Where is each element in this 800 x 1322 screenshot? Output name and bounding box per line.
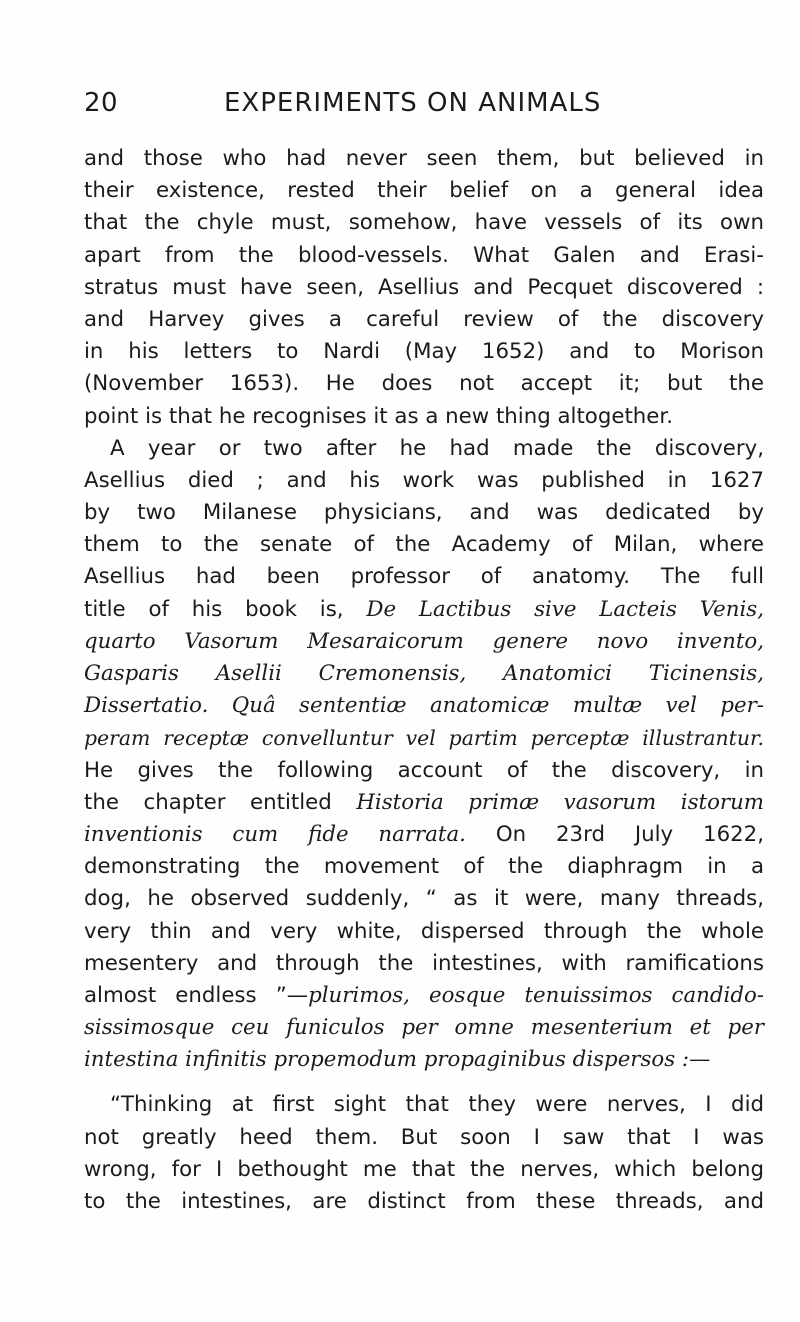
- text-line: that the chyle must, somehow, have vessels of its own: [84, 210, 764, 236]
- text-run: almost endless ”—: [84, 982, 309, 1008]
- book-title-italic: De Lactibus sive Lacteis Venis,: [366, 596, 764, 622]
- chapter-title-italic: inventionis cum fide narrata.: [84, 821, 466, 847]
- text-line-mixed: [84, 594, 764, 626]
- text-line: by two Milanese physicians, and was dedicated by: [84, 500, 764, 526]
- page-number: 20: [84, 88, 119, 118]
- text-line: demonstrating the movement of the diaphragm in a: [84, 854, 764, 880]
- text-line: their existence, rested their belief on a general idea: [84, 178, 764, 204]
- text-line: Asellius had been professor of anatomy. The full: [84, 564, 764, 590]
- chapter-title-italic: Historia primæ vasorum istorum: [356, 789, 765, 815]
- book-title-italic: Dissertatio. Quâ sententiæ anatomicæ multæ vel per-: [84, 693, 764, 719]
- text-line: He gives the following account of the discovery, in: [84, 757, 764, 783]
- text-line: and those who had never seen them, but believed in: [84, 146, 764, 171]
- text-line: A year or two after he had made the discovery,: [110, 435, 764, 461]
- text-line: in his letters to Nardi (May 1652) and to Morison: [84, 339, 764, 365]
- text-line: apart from the blood-vessels. What Galen and Erasi-: [84, 242, 764, 268]
- text-line: wrong, for I bethought me that the nerves, which belong: [84, 1156, 764, 1182]
- text-line-mixed: [84, 980, 764, 1012]
- text-run: title of his book is,: [84, 596, 344, 622]
- text-line: and Harvey gives a careful review of the discovery: [84, 306, 764, 332]
- latin-quote-italic: plurimos, eosque tenuissimos candido-: [308, 982, 764, 1008]
- text-line: “Thinking at first sight that they were nerves, I did: [110, 1092, 764, 1118]
- running-title: EXPERIMENTS ON ANIMALS: [224, 88, 602, 118]
- text-line: stratus must have seen, Asellius and Pecquet discovered :: [84, 274, 764, 300]
- text-line: dog, he observed suddenly, “ as it were, many threads,: [84, 886, 764, 912]
- text-line-mixed: [84, 819, 764, 851]
- running-head: [84, 88, 764, 128]
- latin-quote-italic: intestina infinitis propemodum propaginibus dispersos :—: [84, 1047, 711, 1073]
- text-line: (November 1653). He does not accept it; but the: [84, 371, 764, 397]
- book-title-italic: Gasparis Asellii Cremonensis, Anatomici Ticinensis,: [84, 661, 764, 686]
- text-line: point is that he recognises it as a new thing altogether.: [84, 403, 673, 429]
- text-run: On 23rd July 1622,: [495, 821, 764, 847]
- latin-quote-italic: sissimosque ceu funiculos per omne mesenterium et per: [84, 1015, 764, 1041]
- text-line: not greatly heed them. But soon I saw that I was: [84, 1124, 764, 1150]
- body-text: [84, 143, 764, 1218]
- text-line: very thin and very white, dispersed through the whole: [84, 918, 764, 944]
- book-title-italic: peram receptæ convelluntur vel partim perceptæ illustrantur.: [84, 726, 764, 751]
- text-run: the chapter entitled: [84, 789, 332, 815]
- text-line: mesentery and through the intestines, with ramifications: [84, 950, 764, 976]
- text-line: them to the senate of the Academy of Milan, where: [84, 532, 764, 558]
- book-title-italic: quarto Vasorum Mesaraicorum genere novo invento,: [84, 628, 764, 654]
- text-line: to the intestines, are distinct from these threads, and: [84, 1189, 764, 1214]
- text-line-mixed: [84, 787, 764, 819]
- text-line: Asellius died ; and his work was published in 1627: [84, 467, 764, 493]
